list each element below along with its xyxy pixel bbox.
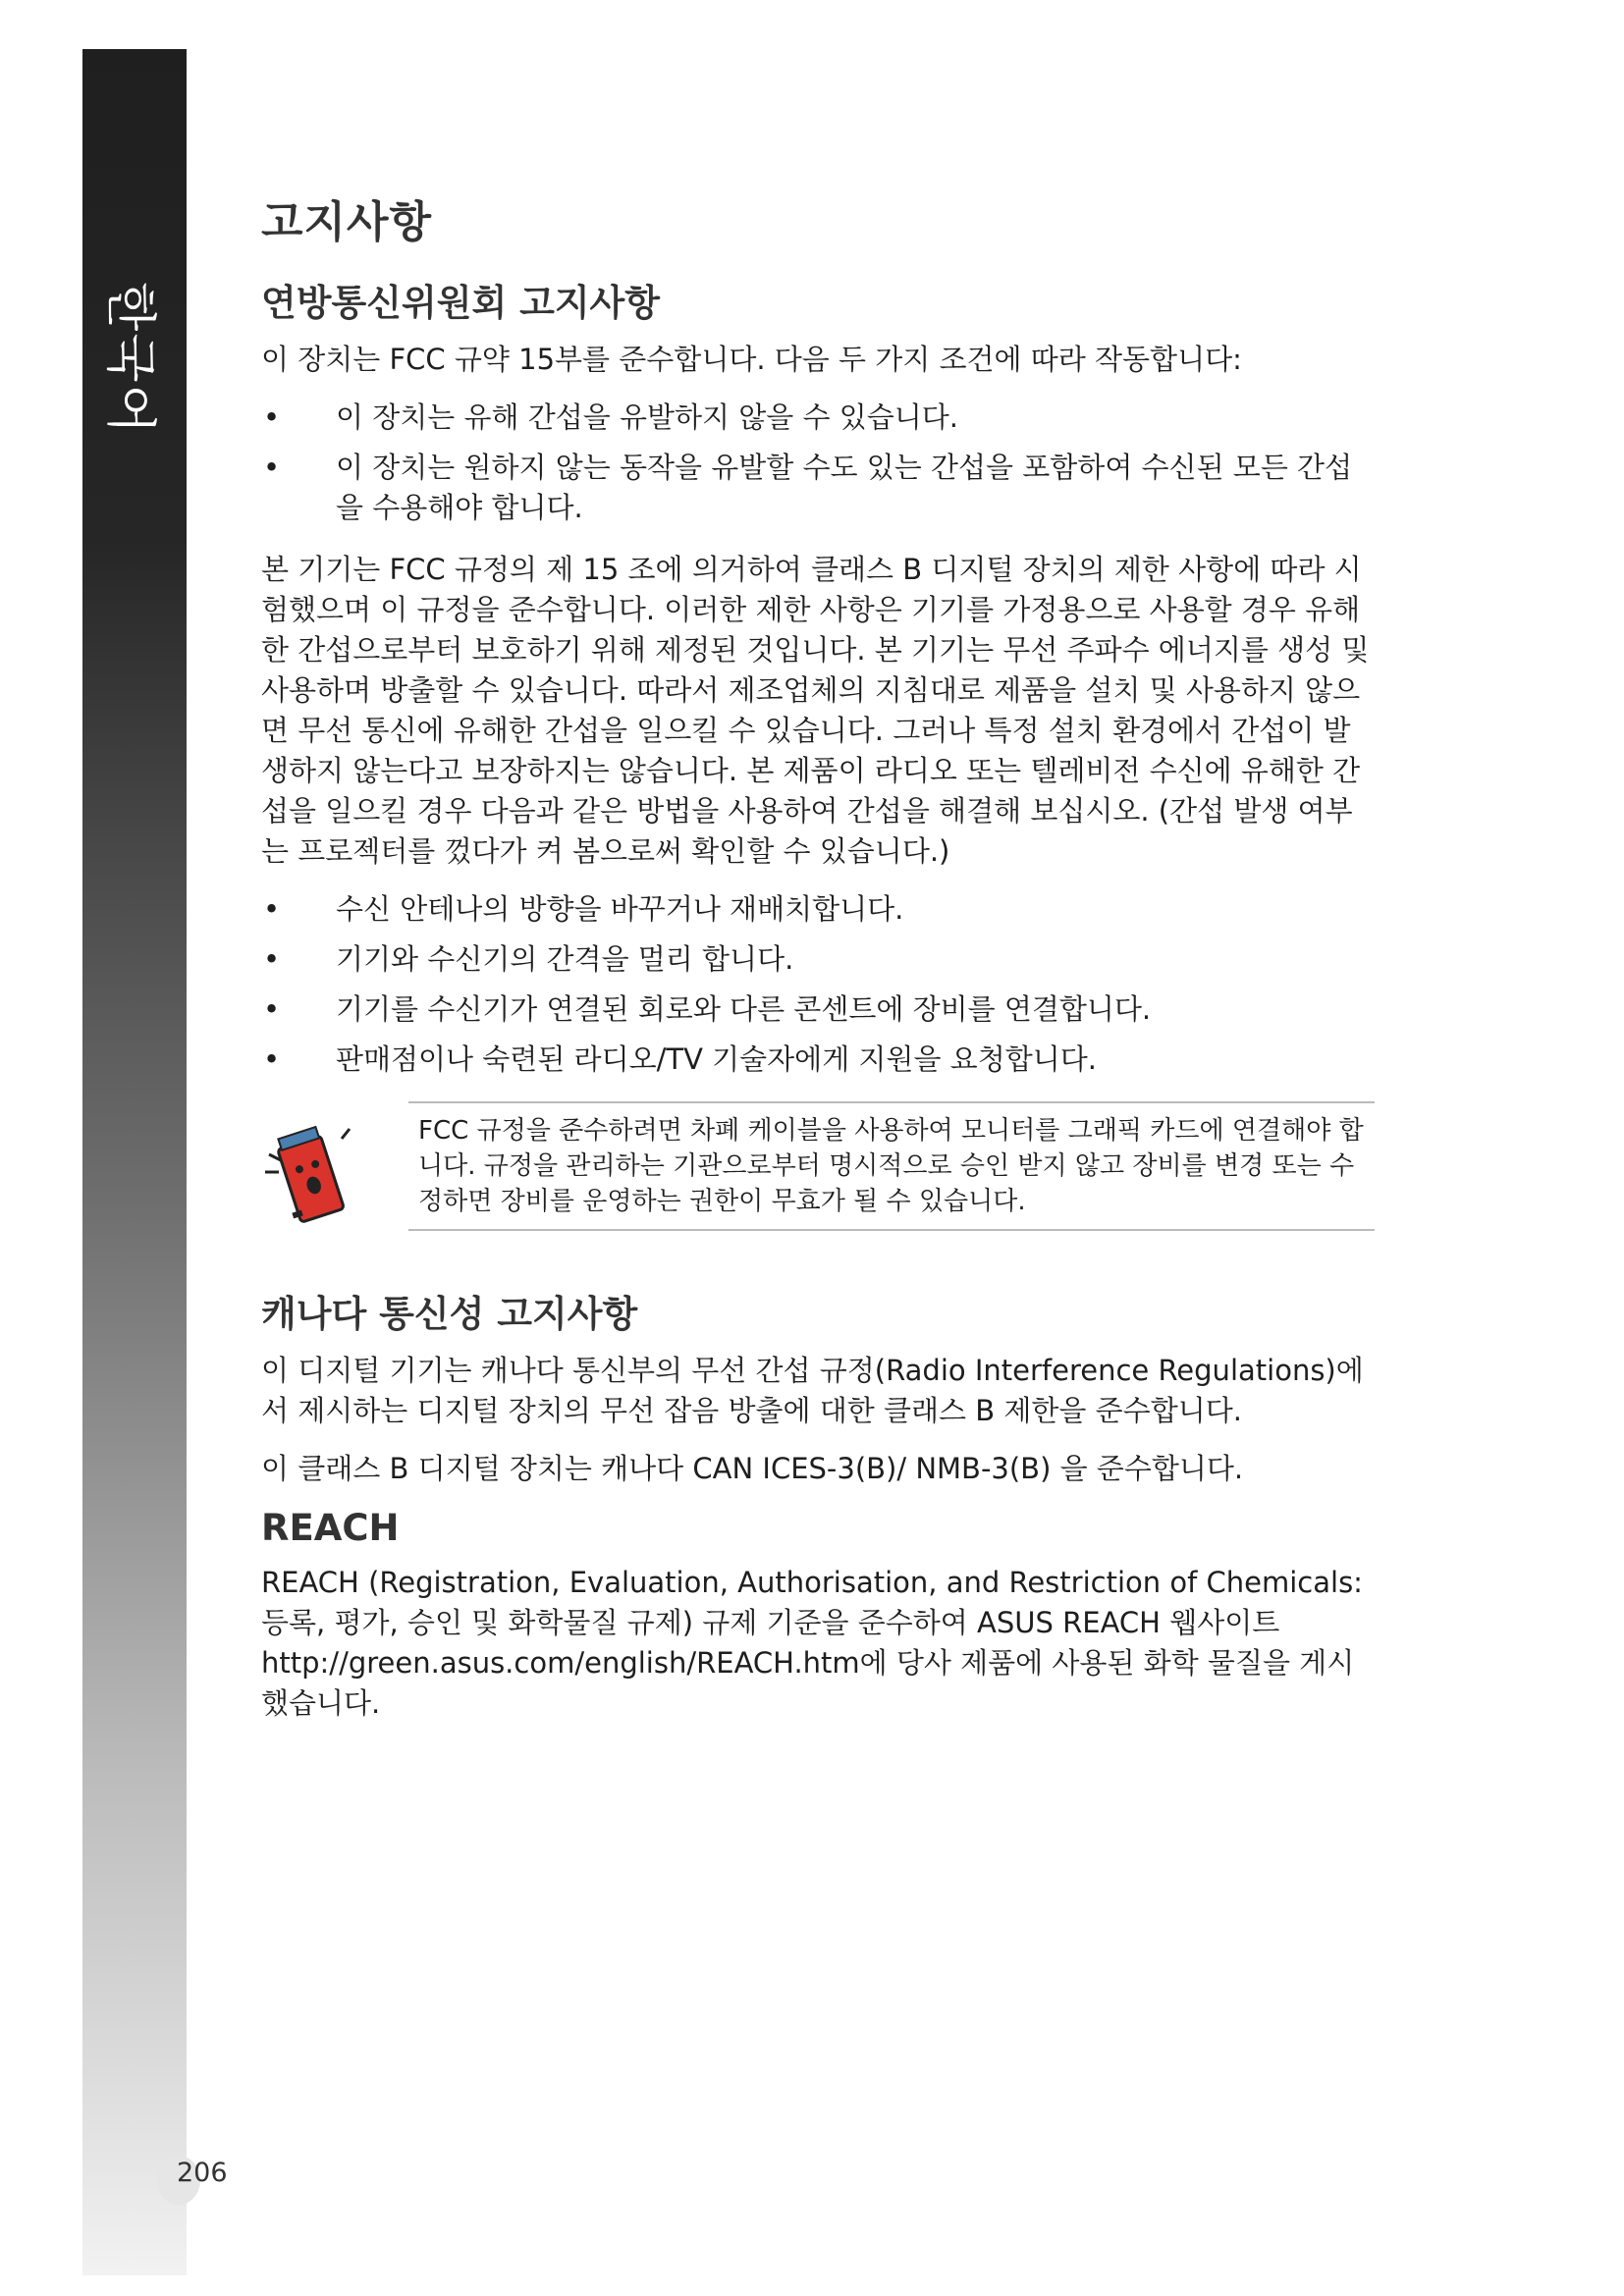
notice-box: [408, 1101, 1375, 1231]
reach-body: REACH (Registration, Evaluation, Authorisation, and Restriction of Chemicals: 등록, 평가, 승인 및 화학물질 규제) 규제 기준을 준수하여 ASUS REACH 웹사이트 http://green.asus.com/english/REACH.htm에 당사 제품에 사용된 화학 물질을 게시했습니다.: [261, 1566, 1363, 1720]
language-label: 한국어: [99, 281, 159, 436]
canada-para-1: 이 디지털 기기는 캐나다 통신부의 무선 간섭 규정(Radio Interference Regulations)에서 제시하는 디지털 장치의 무선 잡음 방출에 대한 클래스 B 제한을 준수합니다.: [261, 1354, 1364, 1427]
list-item: • 수신 안테나의 방향을 바꾸거나 재배치합니다.: [261, 889, 1375, 930]
list-item: • 기기를 수신기가 연결된 회로와 다른 콘센트에 장비를 연결합니다.: [261, 989, 1375, 1030]
page-title: 고지사항: [261, 197, 433, 247]
language-tab: [99, 275, 167, 442]
canada-para-2: 이 클래스 B 디지털 장치는 캐나다 CAN ICES-3(B)/ NMB-3(B) 을 준수합니다.: [261, 1452, 1244, 1485]
list-item: • 이 장치는 유해 간섭을 유발하지 않을 수 있습니다.: [261, 398, 1375, 438]
fcc-section: [261, 273, 1375, 1233]
list-item: • 이 장치는 원하지 않는 동작을 유발할 수도 있는 간섭을 포함하여 수신된 모든 간섭을 수용해야 합니다.: [261, 448, 1375, 528]
notice-block: [261, 1101, 1375, 1233]
warning-card-icon: [261, 1115, 359, 1233]
fcc-body: 본 기기는 FCC 규정의 제 15 조에 의거하여 클래스 B 디지털 장치의 제한 사항에 따라 시험했으며 이 규정을 준수합니다. 이러한 제한 사항은 기기를 가정용으로 사용할 경우 유해한 간섭으로부터 보호하기 위해 제정된 것입니다. 본 기기는 무선 주파수 에너지를 생성 및 사용하며 방출할 수 있습니다. 따라서 제조업체의 지침대로 제품을 설치 및 사용하지 않으면 무선 통신에 유해한 간섭을 일으킬 수 있습니다. 그러나 특정 설치 환경에서 간섭이 발생하지 않는다고 보장하지는 않습니다. 본 제품이 라디오 또는 텔레비전 수신에 유해한 간섭을 일으킬 경우 다음과 같은 방법을 사용하여 간섭을 해결해 보십시오. (간섭 발생 여부는 프로젝터를 껐다가 켜 봄으로써 확인할 수 있습니다.): [261, 553, 1370, 868]
fcc-intro: 이 장치는 FCC 규약 15부를 준수합니다. 다음 두 가지 조건에 따라 작동합니다:: [261, 343, 1242, 376]
reach-heading: REACH: [261, 1507, 400, 1549]
fcc-heading: 연방통신위원회 고지사항: [261, 282, 661, 324]
main-content: [261, 187, 1375, 1741]
canada-heading: 캐나다 통신성 고지사항: [261, 1293, 638, 1335]
page-number: 206: [177, 2158, 228, 2188]
notice-text: FCC 규정을 준수하려면 차폐 케이블을 사용하여 모니터를 그래픽 카드에 연결해야 합니다. 규정을 관리하는 기관으로부터 명시적으로 승인 받지 않고 장비를 변경 또는 수정하면 장비를 운영하는 권한이 무효가 될 수 있습니다.: [418, 1116, 1364, 1216]
fcc-measures-list: [261, 889, 1375, 1080]
canada-section: [261, 1284, 1375, 1489]
list-item: • 판매점이나 숙련된 라디오/TV 기술자에게 지원을 요청합니다.: [261, 1040, 1375, 1080]
list-item: • 기기와 수신기의 간격을 멀리 합니다.: [261, 939, 1375, 980]
fcc-conditions-list: [261, 398, 1375, 528]
reach-section: [261, 1507, 1375, 1724]
